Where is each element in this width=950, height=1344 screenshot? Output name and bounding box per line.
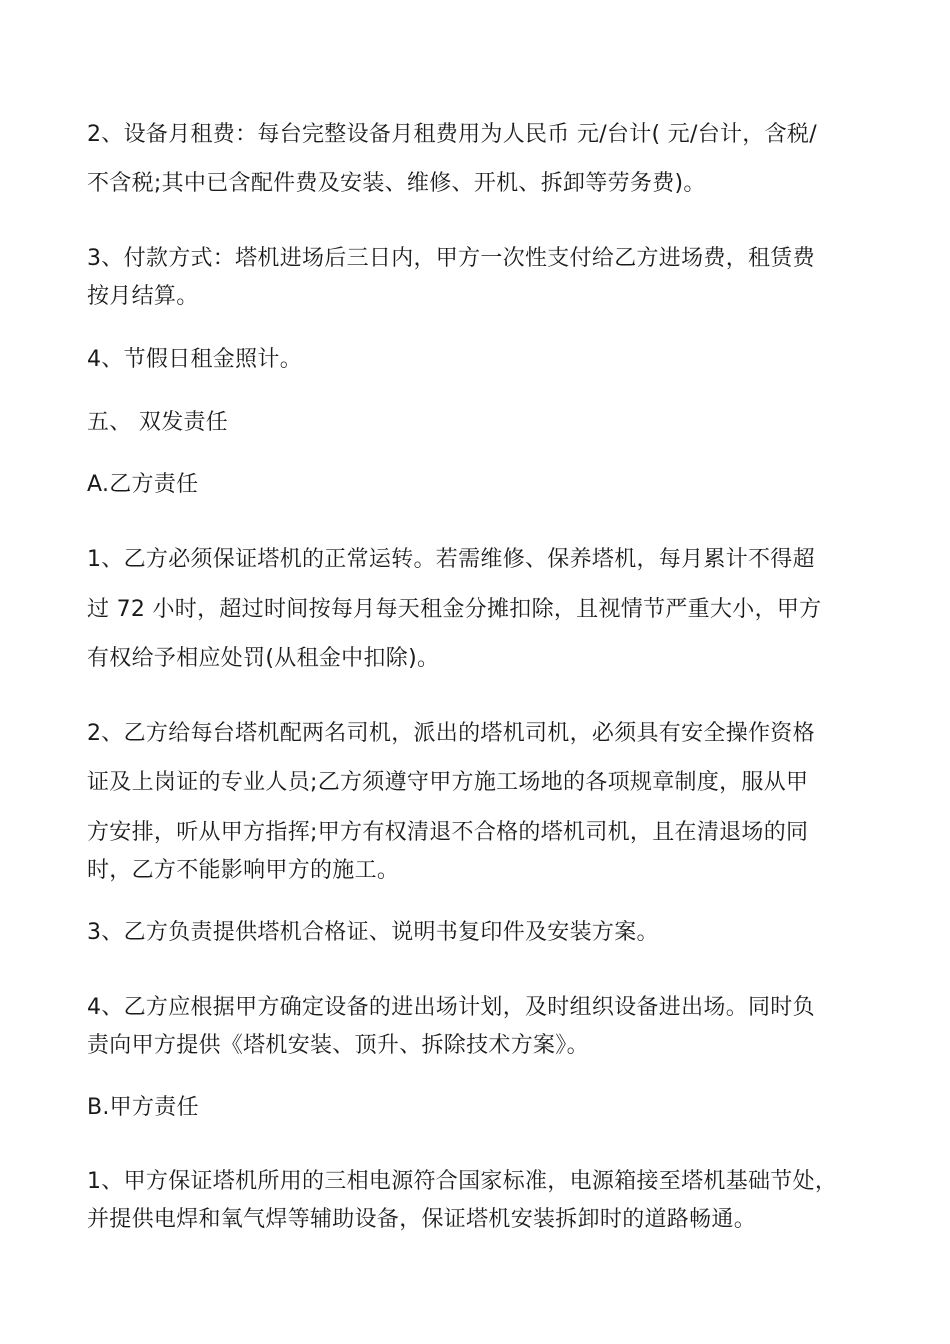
text-line-b2-2: 证及上岗证的专业人员;乙方须遵守甲方施工场地的各项规章制度，服从甲	[87, 770, 809, 795]
text-line-b4-1: 4、乙方应根据甲方确定设备的进出场计划，及时组织设备进出场。同时负	[87, 995, 815, 1020]
text-line-b2-4: 时，乙方不能影响甲方的施工。	[87, 858, 400, 883]
text-line-equipment-rent-2: 不含税;其中已含配件费及安装、维修、开机、拆卸等劳务费)。	[87, 171, 706, 196]
text-line-b1-3: 有权给予相应处罚(从租金中扣除)。	[87, 646, 440, 671]
text-line-a1-1: 1、甲方保证塔机所用的三相电源符合国家标准，电源箱接至塔机基础节处，	[87, 1169, 838, 1194]
section-heading-responsibilities: 五、 双发责任	[87, 410, 229, 435]
text-line-b2-1: 2、乙方给每台塔机配两名司机，派出的塔机司机，必须具有安全操作资格	[87, 721, 815, 746]
text-line-a1-2: 并提供电焊和氧气焊等辅助设备，保证塔机安装拆卸时的道路畅通。	[87, 1207, 757, 1232]
text-line-b4-2: 责向甲方提供《塔机安装、顶升、拆除技术方案》。	[87, 1033, 589, 1058]
text-line-payment-1: 3、付款方式：塔机进场后三日内，甲方一次性支付给乙方进场费，租赁费	[87, 246, 815, 271]
subheading-party-b: A.乙方责任	[87, 472, 199, 497]
text-line-b1-1: 1、乙方必须保证塔机的正常运转。若需维修、保养塔机，每月累计不得超	[87, 547, 815, 572]
text-line-b2-3: 方安排，听从甲方指挥;甲方有权清退不合格的塔机司机，且在清退场的同	[87, 820, 809, 845]
text-line-holiday-rent: 4、节假日租金照计。	[87, 347, 302, 372]
text-line-b3: 3、乙方负责提供塔机合格证、说明书复印件及安装方案。	[87, 920, 659, 945]
text-line-b1-2: 过 72 小时，超过时间按每月每天租金分摊扣除，且视情节严重大小，甲方	[87, 597, 822, 622]
text-line-payment-2: 按月结算。	[87, 284, 199, 309]
subheading-party-a: B.甲方责任	[87, 1095, 199, 1120]
text-line-equipment-rent-1: 2、设备月租费：每台完整设备月租费用为人民币 元/台计( 元/台计，含税/	[87, 122, 817, 147]
